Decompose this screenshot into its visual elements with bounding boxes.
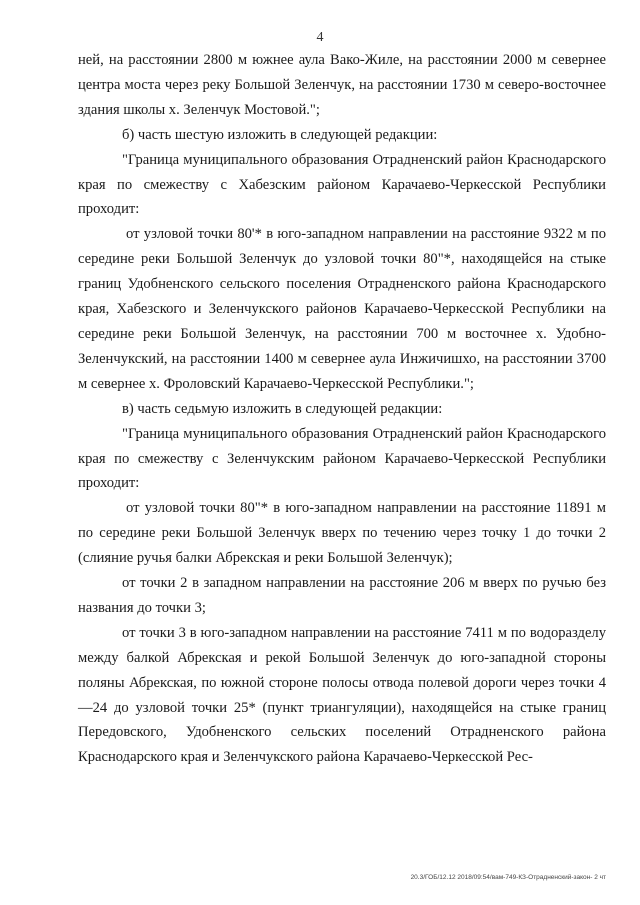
paragraph-point-2: от точки 2 в западном направлении на расстояние 206 м вверх по ручью без названия до точки 3; [78,575,606,616]
paragraph-quote-zelenchuk: "Граница муниципального образования Отрадненский район Краснодарского края по смежеству с Зеленчукским районом Карачаево-Черкесской Республики проходит: [78,425,606,492]
page-number: 4 [316,30,324,45]
paragraph-continuation: ней, на расстоянии 2800 м южнее аула Вако-Жиле, на расстоянии 2000 м севернее центра моста через реку Большой Зеленчук, на расстоянии 1730 м северо-восточнее здания школы х. Зеленчук Мостовой."; [78,52,606,118]
paragraph-quote-khabez: "Граница муниципального образования Отрадненский район Краснодарского края по смежеству с Хабезским районом Карачаево-Черкесской Республики проходит: [78,151,606,218]
paragraph-point-3: от точки 3 в юго-западном направлении на расстояние 7411 м по водоразделу между балкой Абрекская и рекой Большой Зеленчук до юго-западной стороны поляны Абрекская, по южной стороне полосы отвода полевой дороги через точки 4—24 до узловой точки 25* (пункт триангуляции), находящейся на стыке границ Передовского, Удобненского сельских поселений Отрадненского района Краснодарского края и Зеленчукского района Карачаево-Черкесской Рес- [78,624,606,766]
paragraph-item-v: в) часть седьмую изложить в следующей редакции: [122,400,443,417]
paragraph-point-80-khabez: от узловой точки 80'* в юго-западном направлении на расстояние 9322 м по середине реки Большой Зеленчук до узловой точки 80"*, находящейся на стыке границ Удобненского сельского поселения Отрадненского района Краснодарского края, Хабезского и Зеленчукского районов Карачаево-Черкесской Республики на середине реки Большой Зеленчук, на расстоянии 700 м восточнее х. Удобно-Зеленчукский, на расстоянии 1400 м севернее аула Инжичишхо, на расстоянии 3700 м севернее х. Фроловский Карачаево-Черкесской Республики."; [78,226,606,392]
paragraph-item-b: б) часть шестую изложить в следующей редакции: [122,126,438,143]
paragraph-point-80-zelenchuk: от узловой точки 80"* в юго-западном направлении на расстояние 11891 м по середине реки Большой Зеленчук вверх по течению через точку 1 до точки 2 (слияние ручья балки Абрекская и реки Большой Зеленчук); [78,500,606,567]
footer-stamp: 20.3/ГОБ/12.12 2018/09:54/вам-749-КЗ-Отрадненский-закон- 2 чт [410,874,606,881]
document-body [78,48,606,770]
